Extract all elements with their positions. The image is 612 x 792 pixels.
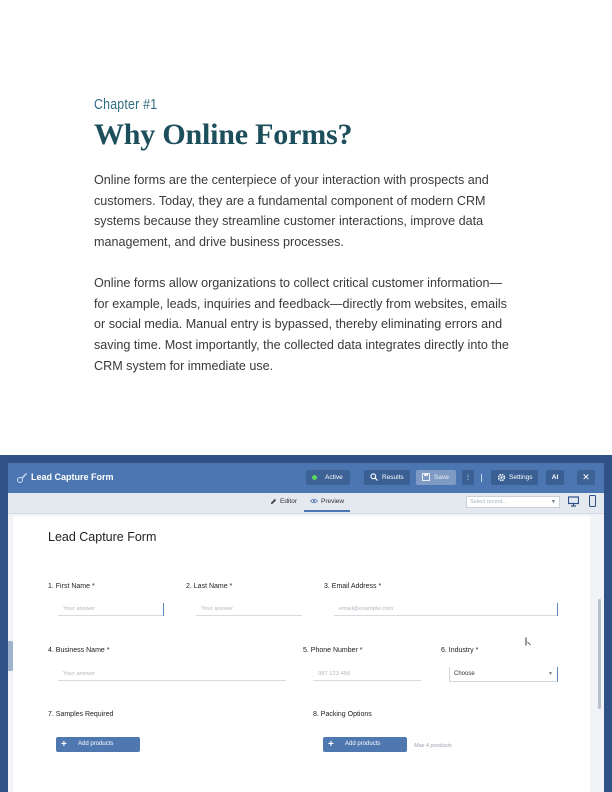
chapter-label: Chapter #1 bbox=[94, 96, 158, 113]
record-select[interactable] bbox=[466, 496, 560, 508]
form-title: Lead Capture Form bbox=[48, 530, 157, 544]
form-builder-window bbox=[8, 463, 604, 792]
save-button[interactable] bbox=[416, 470, 456, 485]
desktop-icon[interactable] bbox=[568, 496, 579, 507]
tab-editor[interactable] bbox=[270, 497, 297, 512]
pencil-icon bbox=[270, 498, 277, 505]
add-samples-label: Add products bbox=[78, 741, 114, 747]
vertical-scrollbar[interactable] bbox=[598, 599, 601, 709]
last-name-input[interactable] bbox=[196, 602, 302, 616]
input-border bbox=[163, 603, 164, 616]
chevron-down-icon: ▼ bbox=[548, 671, 553, 677]
industry-select-value: Choose bbox=[454, 671, 475, 677]
add-packing-button[interactable] bbox=[323, 737, 407, 752]
add-packing-label: Add products bbox=[345, 741, 381, 747]
plus-icon: + bbox=[61, 739, 67, 750]
email-placeholder: email@example.com bbox=[339, 606, 394, 612]
samples-required-label: 7. Samples Required bbox=[48, 711, 114, 718]
input-border bbox=[557, 603, 558, 616]
phone-number-placeholder: 987 123 456 bbox=[318, 671, 351, 677]
business-name-label: 4. Business Name * bbox=[48, 647, 110, 654]
page-title: Why Online Forms? bbox=[94, 118, 353, 151]
more-options-button[interactable]: ⋮ bbox=[462, 470, 474, 485]
results-label: Results bbox=[382, 474, 404, 481]
intro-paragraph: Online forms are the centerpiece of your interaction with prospects and customers. Today, they are a fundamental component of modern CRM systems because they streamline customer interactions, improve data management, and drive business processes. bbox=[94, 173, 489, 250]
gear-icon bbox=[497, 473, 506, 482]
business-name-input[interactable] bbox=[58, 667, 286, 681]
active-status-button[interactable] bbox=[306, 470, 350, 485]
first-name-label: 1. First Name * bbox=[48, 583, 95, 590]
active-label: Active bbox=[325, 474, 343, 481]
ai-button[interactable]: AI bbox=[546, 470, 564, 485]
last-name-placeholder: Your answer bbox=[201, 606, 234, 612]
mouse-cursor-icon bbox=[525, 637, 531, 646]
phone-number-input[interactable] bbox=[313, 667, 421, 681]
view-tabs-bar bbox=[8, 493, 604, 514]
search-icon bbox=[370, 473, 378, 481]
save-icon bbox=[422, 473, 430, 481]
form-preview-canvas bbox=[8, 514, 604, 792]
chevron-down-icon: ▼ bbox=[551, 499, 556, 505]
phone-number-label: 5. Phone Number * bbox=[303, 647, 363, 654]
record-select-placeholder: Select record... bbox=[470, 499, 507, 505]
tab-editor-label: Editor bbox=[280, 498, 297, 505]
first-name-input[interactable] bbox=[58, 602, 164, 616]
tab-preview[interactable] bbox=[304, 497, 350, 512]
email-input[interactable] bbox=[334, 602, 558, 616]
add-samples-button[interactable] bbox=[56, 737, 140, 752]
window-title: Lead Capture Form bbox=[31, 472, 114, 482]
app-topbar bbox=[8, 463, 604, 493]
industry-select[interactable] bbox=[449, 667, 558, 682]
close-button[interactable]: ✕ bbox=[577, 470, 595, 485]
tab-preview-label: Preview bbox=[321, 498, 345, 505]
active-status-dot bbox=[312, 475, 317, 480]
plus-icon: + bbox=[328, 739, 334, 750]
results-button[interactable] bbox=[364, 470, 410, 485]
first-name-placeholder: Your answer bbox=[63, 606, 96, 612]
settings-label: Settings bbox=[509, 474, 533, 481]
max-products-note: Max 4 products bbox=[414, 743, 452, 749]
eye-icon bbox=[310, 498, 318, 504]
toolbar-divider bbox=[481, 474, 482, 482]
packing-options-label: 8. Packing Options bbox=[313, 711, 372, 718]
mobile-icon[interactable] bbox=[589, 495, 596, 507]
settings-button[interactable] bbox=[491, 470, 538, 485]
body-paragraph: Online forms allow organizations to collect critical customer information—for example, leads, inquiries and feedback—directly from websites, emails or social media. Manual entry is bypassed, thereby eliminating errors and saving time. Most importantly, the collected data integrates directly into the CRM system for immediate use. bbox=[94, 276, 509, 373]
app-screenshot-frame bbox=[0, 455, 612, 792]
form-card bbox=[13, 516, 590, 792]
save-label: Save bbox=[434, 474, 449, 481]
form-builder-icon bbox=[16, 472, 28, 484]
business-name-placeholder: Your answer bbox=[63, 671, 96, 677]
industry-label: 6. Industry * bbox=[441, 647, 479, 654]
email-label: 3. Email Address * bbox=[324, 583, 382, 590]
last-name-label: 2. Last Name * bbox=[186, 583, 233, 590]
